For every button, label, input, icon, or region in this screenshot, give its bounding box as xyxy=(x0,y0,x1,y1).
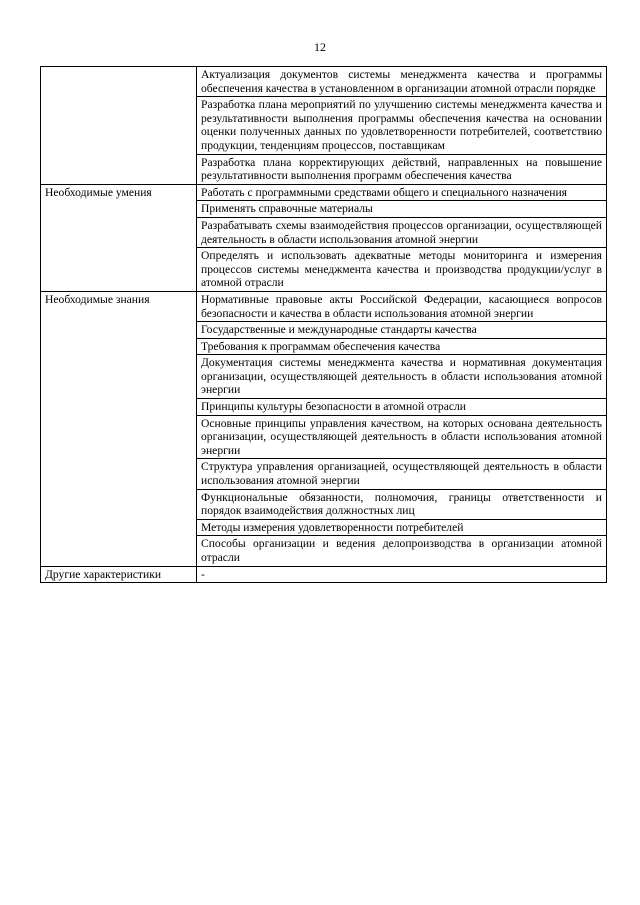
table-cell: Требования к программам обеспечения качества xyxy=(197,338,607,355)
table-cell: Разрабатывать схемы взаимодействия процессов организации, осуществляющей деятельность в области использования атомной энергии xyxy=(197,217,607,247)
row-label-required-knowledge: Необходимые знания xyxy=(41,291,197,566)
table-cell: Документация системы менеджмента качества и нормативная документация организации, осуществляющей деятельность в области использования атомной энергии xyxy=(197,355,607,399)
table-cell: - xyxy=(197,566,607,583)
table-cell: Определять и использовать адекватные методы мониторинга и измерения процессов системы менеджмента качества и производства продукции/услуг в атомной отрасли xyxy=(197,248,607,292)
table-row xyxy=(41,184,607,201)
table-cell: Разработка плана корректирующих действий, направленных на повышение результативности выполнения программ обеспечения качества xyxy=(197,154,607,184)
table-cell: Работать с программными средствами общего и специального назначения xyxy=(197,184,607,201)
table-row xyxy=(41,566,607,583)
table-cell: Структура управления организацией, осуществляющей деятельность в области использования атомной энергии xyxy=(197,459,607,489)
table-cell: Нормативные правовые акты Российской Федерации, касающиеся вопросов безопасности и качества в области использования атомной энергии xyxy=(197,291,607,321)
row-label-other-characteristics: Другие характеристики xyxy=(41,566,197,583)
table-cell: Основные принципы управления качеством, на которых основана деятельность организации, осуществляющей деятельность в области использования атомной энергии xyxy=(197,415,607,459)
table-row xyxy=(41,291,607,321)
table-row xyxy=(41,67,607,97)
row-label-cell xyxy=(41,67,197,185)
table-cell: Методы измерения удовлетворенности потребителей xyxy=(197,519,607,536)
row-label-required-skills: Необходимые умения xyxy=(41,184,197,291)
table-cell: Применять справочные материалы xyxy=(197,201,607,218)
table-cell: Государственные и международные стандарты качества xyxy=(197,322,607,339)
table-cell: Актуализация документов системы менеджмента качества и программы обеспечения качества в установленном в организации атомной отрасли порядке xyxy=(197,67,607,97)
table-cell: Принципы культуры безопасности в атомной отрасли xyxy=(197,399,607,416)
page-number: 12 xyxy=(314,40,326,54)
competency-table xyxy=(40,66,607,583)
table-cell: Способы организации и ведения делопроизводства в организации атомной отрасли xyxy=(197,536,607,566)
table-cell: Разработка плана мероприятий по улучшению системы менеджмента качества и результативности выполнения программы обеспечения качества на основании оценки полученных данных по удовлетворенности потребителей, соответствию продукции, тенденциям процессов, поставщикам xyxy=(197,97,607,154)
table-cell: Функциональные обязанности, полномочия, границы ответственности и порядок взаимодействия должностных лиц xyxy=(197,489,607,519)
